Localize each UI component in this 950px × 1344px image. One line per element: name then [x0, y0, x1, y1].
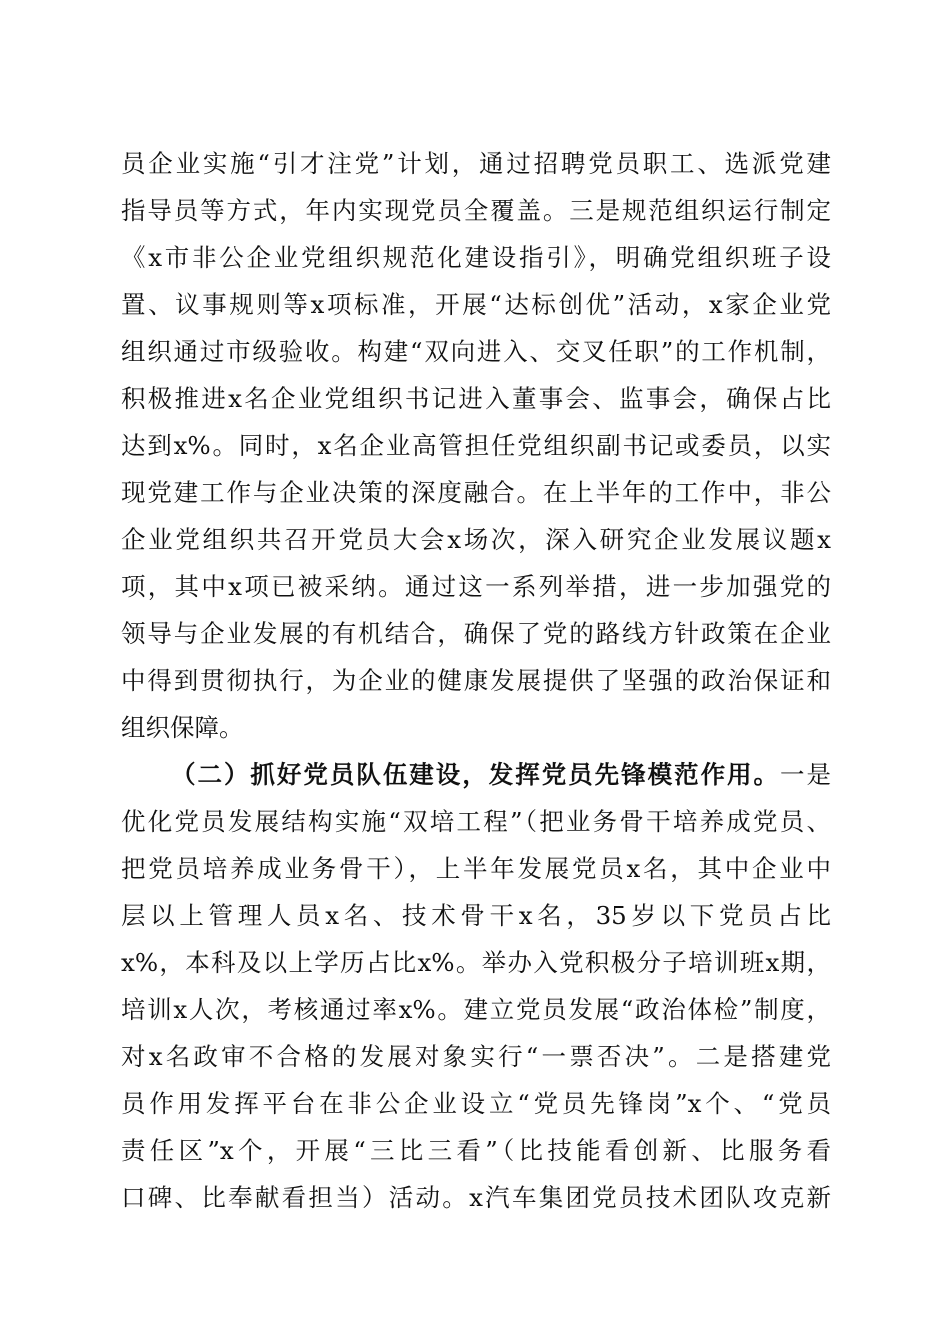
text-line: 组织保障。 [121, 713, 244, 742]
document-body [121, 140, 831, 1221]
section-heading-line [121, 751, 831, 798]
text-line: 指导员等方式，年内实现党员全覆盖。三是规范组织运行制定 [121, 196, 831, 225]
text-line: 置、议事规则等x项标准，开展“达标创优”活动，x家企业党 [121, 290, 831, 319]
text-line: 达到x%。同时，x名企业高管担任党组织副书记或委员，以实 [121, 431, 831, 460]
text-line: 把党员培养成业务骨干），上半年发展党员x名，其中企业中 [121, 854, 831, 883]
text-line: x%，本科及以上学历占比x%。举办入党积极分子培训班x期， [121, 948, 831, 977]
text-line: 培训x人次，考核通过率x%。建立党员发展“政治体检”制度， [121, 995, 831, 1024]
text-line: 现党建工作与企业决策的深度融合。在上半年的工作中，非公 [121, 478, 831, 507]
text-line: 企业党组织共召开党员大会x场次，深入研究企业发展议题x [121, 525, 831, 554]
text-line: 员作用发挥平台在非公企业设立“党员先锋岗”x个、“党员 [121, 1089, 831, 1118]
paragraph-2 [121, 751, 831, 1221]
text-line: 积极推进x名企业党组织书记进入董事会、监事会，确保占比 [121, 384, 831, 413]
section-heading: （二）抓好党员队伍建设，发挥党员先锋模范作用。 [171, 760, 781, 789]
text-line: 优化党员发展结构实施“双培工程”（把业务骨干培养成党员、 [121, 807, 831, 836]
text-line: 中得到贯彻执行，为企业的健康发展提供了坚强的政治保证和 [121, 666, 831, 695]
text-line: 口碑、比奉献看担当）活动。x汽车集团党员技术团队攻克新 [121, 1183, 831, 1212]
text-line: 员企业实施“引才注党”计划，通过招聘党员职工、选派党建 [121, 149, 831, 178]
paragraph-1 [121, 140, 831, 751]
text-line: 层以上管理人员x名、技术骨干x名，35岁以下党员占比 [121, 901, 831, 930]
text-line: 组织通过市级验收。构建“双向进入、交叉任职”的工作机制， [121, 337, 831, 366]
text-line: 责任区”x个，开展“三比三看”（比技能看创新、比服务看 [121, 1136, 831, 1165]
text-line: 《x市非公企业党组织规范化建设指引》，明确党组织班子设 [121, 243, 831, 272]
text-line: 项，其中x项已被采纳。通过这一系列举措，进一步加强党的 [121, 572, 831, 601]
text-line: 对x名政审不合格的发展对象实行“一票否决”。二是搭建党 [121, 1042, 831, 1071]
text-fragment: 一是 [780, 760, 832, 789]
text-line: 领导与企业发展的有机结合，确保了党的路线方针政策在企业 [121, 619, 831, 648]
